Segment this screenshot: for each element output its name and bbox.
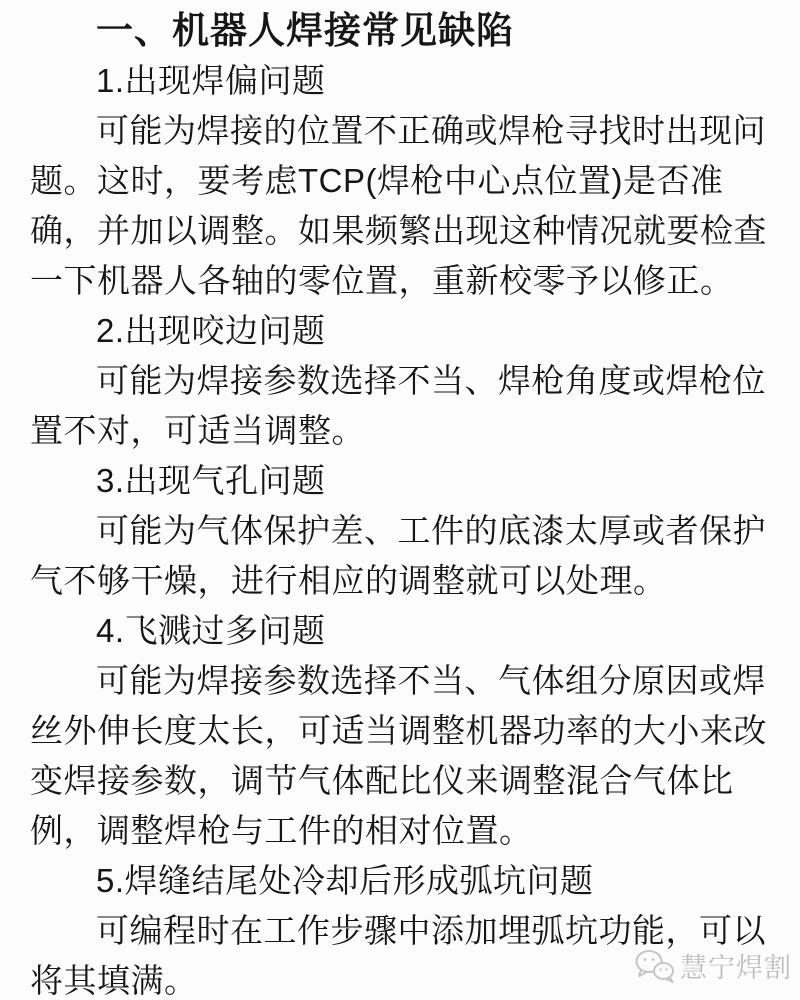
brand-watermark [635, 946, 792, 985]
text-line: 气不够干燥，进行相应的调整就可以处理。 [30, 562, 667, 599]
brand-name: 慧宁焊割 [680, 953, 792, 983]
article-text-column [30, 6, 772, 1000]
text-line: 可能为焊接的位置不正确或焊枪寻找时出现问 [96, 112, 766, 149]
text-line: 将其填满。 [30, 962, 198, 999]
text-line: 可能为气体保护差、工件的底漆太厚或者保护 [96, 512, 766, 549]
article-title: 一、机器人焊接常见缺陷 [96, 10, 514, 51]
text-line: 例，调整焊枪与工件的相对位置。 [30, 812, 533, 849]
text-line: 置不对，可适当调整。 [30, 412, 365, 449]
text-line: 题。这时，要考虑TCP(焊枪中心点位置)是否准 [30, 162, 724, 199]
section-heading: 2.出现咬边问题 [96, 312, 326, 349]
text-line: 变焊接参数，调节气体配比仪来调整混合气体比 [30, 762, 734, 799]
section-heading: 1.出现焊偏问题 [96, 62, 326, 99]
text-line: 确，并加以调整。如果频繁出现这种情况就要检查 [30, 212, 767, 249]
text-line: 可能为焊接参数选择不当、焊枪角度或焊枪位 [96, 362, 766, 399]
text-line: 可编程时在工作步骤中添加埋弧坑功能，可以 [96, 912, 766, 949]
text-line: 可能为焊接参数选择不当、气体组分原因或焊 [96, 662, 766, 699]
section-heading: 4.飞溅过多问题 [96, 612, 326, 649]
wechat-icon [635, 949, 675, 983]
text-line: 一下机器人各轴的零位置，重新校零予以修正。 [30, 262, 734, 299]
text-line: 丝外伸长度太长，可适当调整机器功率的大小来改 [30, 712, 767, 749]
section-heading: 3.出现气孔问题 [96, 462, 326, 499]
section-heading: 5.焊缝结尾处冷却后形成弧坑问题 [96, 862, 594, 899]
